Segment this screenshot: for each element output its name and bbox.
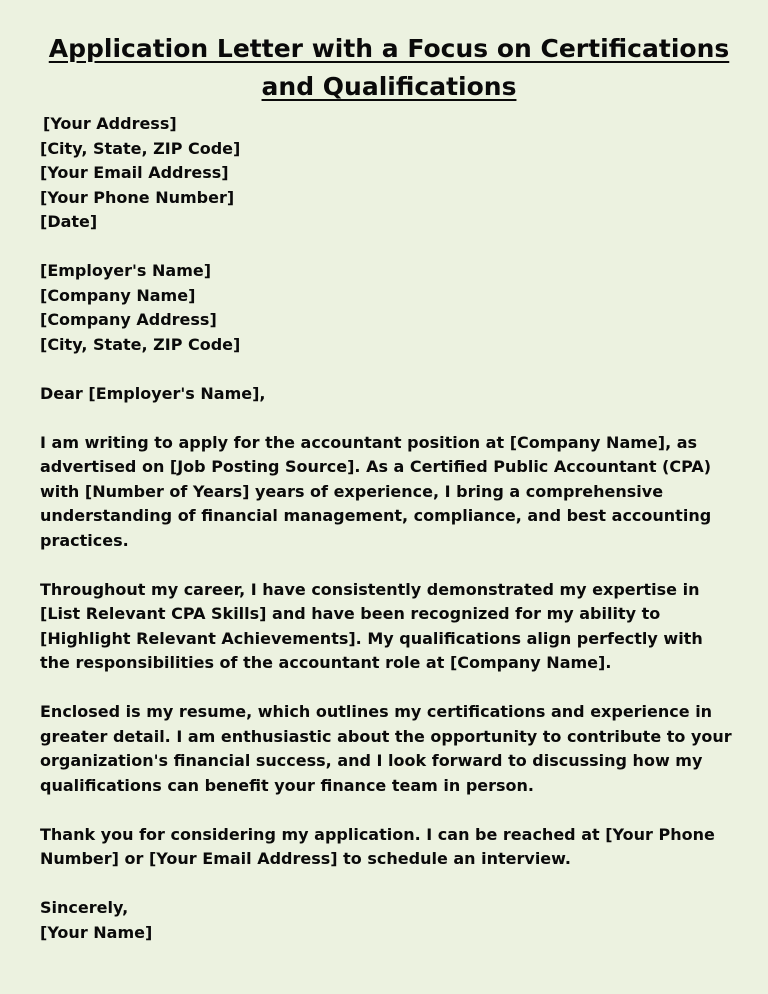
spacer [40, 676, 738, 701]
sender-phone: [Your Phone Number] [40, 187, 235, 207]
sender-address: [Your Address] [43, 114, 177, 133]
spacer [40, 357, 738, 382]
spacer [40, 798, 738, 823]
recipient-block [40, 259, 738, 357]
sender-city: [City, State, ZIP Code] [40, 138, 241, 158]
spacer [40, 235, 738, 260]
closing-block [40, 896, 738, 945]
valediction: Sincerely, [40, 898, 129, 917]
body-paragraph: Throughout my career, I have consistently demonstrated my expertise in [List Relevant CPA Skills] and have been recognized for my ability to [Highlight Relevant Achievements]. My qualifications align perfectly with the responsibilities of the accountant role at [Company Name]. [40, 579, 703, 672]
sender-email: [Your Email Address] [40, 163, 229, 182]
recipient-name: [Employer's Name] [40, 261, 212, 280]
recipient-company: [Company Name] [40, 285, 196, 305]
spacer [40, 406, 738, 431]
recipient-address: [Company Address] [40, 310, 217, 329]
signature-name: [Your Name] [40, 922, 153, 942]
recipient-city: [City, State, ZIP Code] [40, 334, 241, 354]
salutation: Dear [Employer's Name], [40, 383, 266, 403]
letter-date: [Date] [40, 212, 98, 231]
body-paragraph: Enclosed is my resume, which outlines my certifications and experience in greater detail. I am enthusiastic about the opportunity to contribute to your organization's financial success, and I look forward to discussing how my qualifications can benefit your finance team in person. [40, 702, 732, 795]
spacer [40, 553, 738, 578]
body-paragraph: I am writing to apply for the accountant position at [Company Name], as advertised on [Job Posting Source]. As a Certified Public Accountant (CPA) with [Number of Years] years of experience, I bring a comprehensive understanding of financial management, compliance, and best accounting practices. [40, 432, 712, 550]
title-line-2: and Qualifications [261, 72, 517, 101]
body-paragraph: Thank you for considering my application. I can be reached at [Your Phone Number] or [Your Email Address] to schedule an interview. [40, 824, 715, 868]
spacer [40, 872, 738, 897]
letter-title [40, 30, 738, 106]
sender-block [40, 112, 738, 235]
title-line-1: Application Letter with a Focus on Certifications [48, 34, 730, 63]
